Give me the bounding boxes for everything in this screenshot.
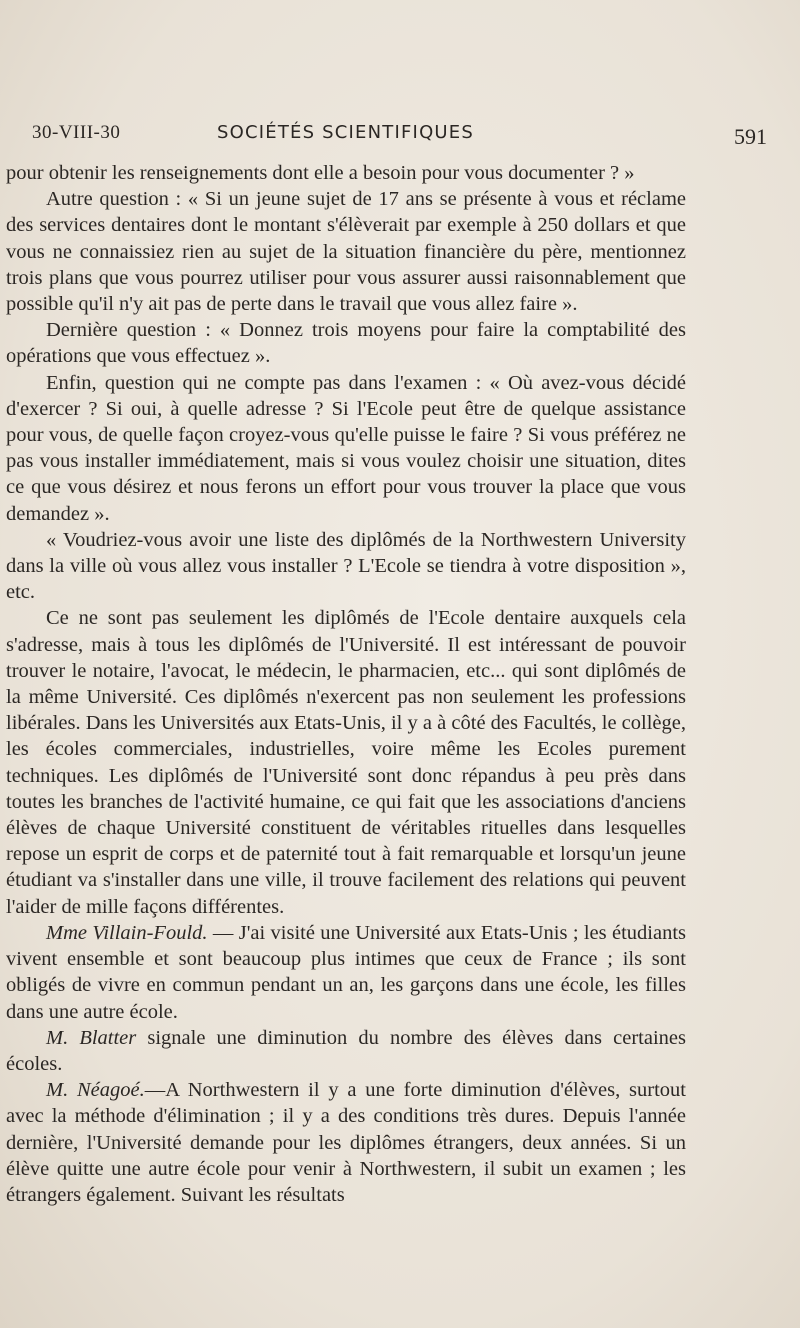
paragraph-text: — J'ai visité une Université aux Etats-Unis ; les étudiants vivent ensemble et sont beaucoup plus intimes que ceux de France ; ils sont obligés de vivre en commun pendant un an, les garçons dans une école, les filles dans une autre école. [6, 921, 686, 1023]
running-title: SOCIÉTÉS SCIENTIFIQUES [217, 122, 475, 143]
paragraph-text: Enfin, question qui ne compte pas dans l'examen : « Où avez-vous décidé d'exercer ? Si oui, à quelle adresse ? Si l'Ecole peut être de quelque assistance pour vous, de quelle façon croyez-vous qu'elle puisse le faire ? Si vous préférez ne pas vous installer immédiatement, mais si vous voulez choisir une situation, dites ce que vous désirez et nous ferons un effort pour vous trouver la place que vous demandez ». [6, 371, 686, 525]
paragraph [6, 370, 686, 527]
paragraph [6, 527, 686, 606]
paragraph-text: Autre question : « Si un jeune sujet de 17 ans se présente à vous et réclame des services dentaires dont le montant s'élèverait par exemple à 250 dollars et que vous ne connaissiez rien au sujet de la situation financière du père, mentionnez trois plans que vous pourrez utiliser pour vous assurer aussi raisonnablement que possible qu'il n'y ait pas de perte dans le travail que vous allez faire ». [6, 188, 686, 316]
paragraph [6, 160, 686, 186]
paragraph [6, 186, 686, 317]
paragraph-text: —A Northwestern il y a une forte diminution d'élèves, surtout avec la méthode d'élimination ; il y a des conditions très dures. Depuis l'année dernière, l'Université demande pour les diplômes étrangers, deux années. Si un élève quitte une autre école pour venir à Northwestern, il subit un examen ; les étrangers également. Suivant les résultats [6, 1079, 686, 1206]
paragraph [6, 1077, 686, 1208]
paragraph [6, 605, 686, 919]
speaker-name: M. Néagoé. [46, 1079, 145, 1102]
paragraph-text: Ce ne sont pas seulement les diplômés de l'Ecole dentaire auxquels cela s'adresse, mais à tous les diplômés de l'Université. Il est intéressant de pouvoir trouver le notaire, l'avocat, le médecin, le pharmacien, etc... qui sont diplômés de la même Université. Ces diplômés n'exercent pas non seulement les professions libérales. Dans les Universités aux Etats-Unis, il y a à côté des Facultés, le collège, les écoles commerciales, industrielles, voire même les Ecoles purement techniques. Les diplômés de l'Université sont donc répandus à peu près dans toutes les branches de l'activité humaine, ce qui fait que les associations d'anciens élèves de chaque Université constituent de véritables rituelles dans lesquelles repose un esprit de corps et de paternité tout à fait remarquable et lorsqu'un jeune étudiant va s'installer dans une ville, il trouve facilement des relations qui peuvent l'aider de mille façons différentes. [6, 607, 686, 918]
body-text [6, 160, 686, 1208]
paragraph [6, 317, 686, 369]
running-header [32, 120, 767, 156]
paragraph [6, 920, 686, 1025]
paragraph-text: signale une diminution du nombre des élèves dans certaines écoles. [6, 1026, 686, 1075]
header-date: 30-VIII-30 [32, 122, 121, 143]
speaker-name: Mme Villain-Fould. [46, 921, 208, 944]
paragraph-text: Dernière question : « Donnez trois moyens pour faire la comptabilité des opérations que vous effectuez ». [6, 319, 686, 368]
paragraph-text: pour obtenir les renseignements dont elle a besoin pour vous documenter ? » [6, 162, 635, 184]
paragraph [6, 1025, 686, 1077]
paragraph-text: « Voudriez-vous avoir une liste des diplômés de la Northwestern University dans la ville où vous allez vous installer ? L'Ecole se tiendra à votre disposition », etc. [6, 528, 686, 604]
page-number: 591 [734, 124, 767, 149]
speaker-name: M. Blatter [46, 1026, 137, 1049]
